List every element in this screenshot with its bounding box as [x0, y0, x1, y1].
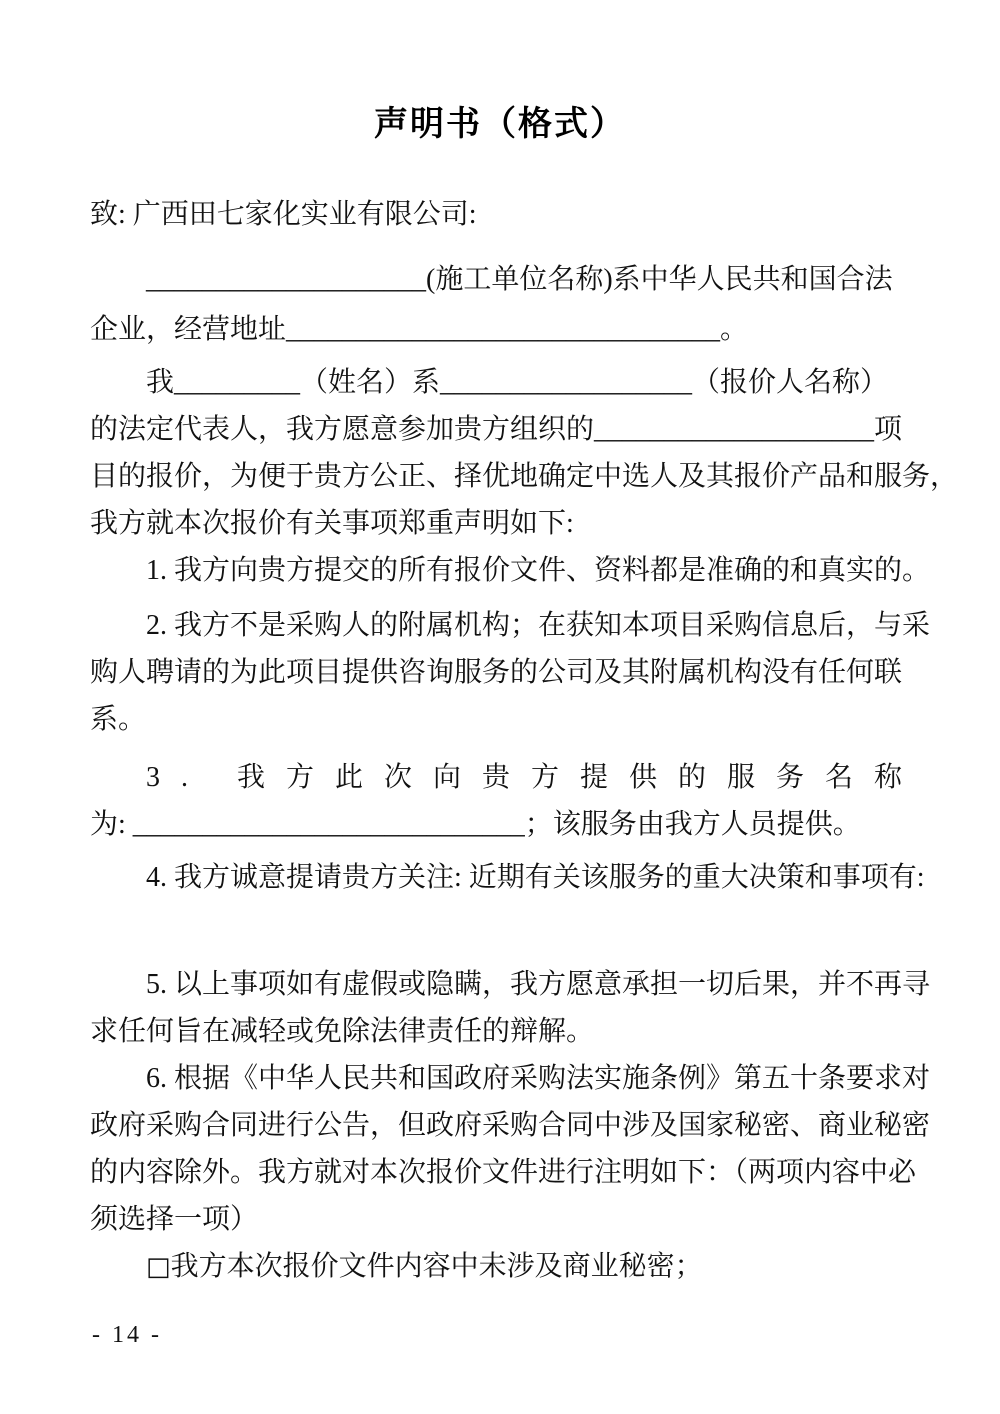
checkbox-option-line: [90, 1243, 910, 1290]
item-3-line-1: 3. 我方此次向贵方提供的服务名称: [146, 762, 924, 793]
item-2-line-3: 系。: [90, 704, 147, 735]
item-6-line-1: 6. 根据《中华人民共和国政府采购法实施条例》第五十条要求对: [146, 1063, 931, 1094]
item-4-line-1: 4. 我方诚意提请贵方关注: 近期有关该服务的重大决策和事项有:: [146, 862, 925, 893]
item-6-line-3: 的内容除外。我方就对本次报价文件进行注明如下：（两项内容中必: [90, 1157, 917, 1188]
item-6-line-2: 政府采购合同进行公告，但政府采购合同中涉及国家秘密、商业秘密: [90, 1110, 931, 1141]
item-5-line-1: 5. 以上事项如有虚假或隐瞒，我方愿意承担一切后果，并不再寻: [146, 969, 931, 1000]
declaration-intro-line-2: 的法定代表人，我方愿意参加贵方组织的____________________项: [90, 414, 903, 445]
page-number: - 14 -: [92, 1322, 162, 1348]
document-body: [90, 96, 959, 1290]
company-intro-line-1: ____________________(施工单位名称)系中华人民共和国合法: [146, 264, 893, 295]
checkbox-unchecked-icon: □: [146, 1252, 171, 1282]
checkbox-option-label: 我方本次报价文件内容中未涉及商业秘密；: [170, 1251, 703, 1282]
declaration-intro-line-1: 我_________（姓名）系__________________（报价人名称）: [146, 367, 889, 398]
item-2-line-1: 2. 我方不是采购人的附属机构；在获知本项目采购信息后，与采: [146, 610, 931, 641]
item-2-line-2: 购人聘请的为此项目提供咨询服务的公司及其附属机构没有任何联: [90, 657, 903, 688]
fill-in-blank-space: [90, 901, 910, 961]
declaration-intro-line-4: 我方就本次报价有关事项郑重声明如下:: [90, 508, 574, 539]
item-5-line-2: 求任何旨在减轻或免除法律责任的辩解。: [90, 1016, 595, 1047]
document-title: 声明书（格式）: [374, 106, 626, 143]
item-3-line-2: 为: ____________________________；该服务由我方人员提供。: [90, 809, 861, 840]
company-intro-line-2: 企业，经营地址_______________________________。: [90, 314, 749, 345]
item-6-line-4: 须选择一项）: [90, 1204, 259, 1235]
item-1-line-1: 1. 我方向贵方提交的所有报价文件、资料都是准确的和真实的。: [146, 555, 931, 586]
addressee-line: 致: 广西田七家化实业有限公司:: [90, 199, 477, 230]
declaration-intro-line-3: 目的报价，为便于贵方公正、择优地确定中选人及其报价产品和服务，: [90, 461, 959, 492]
